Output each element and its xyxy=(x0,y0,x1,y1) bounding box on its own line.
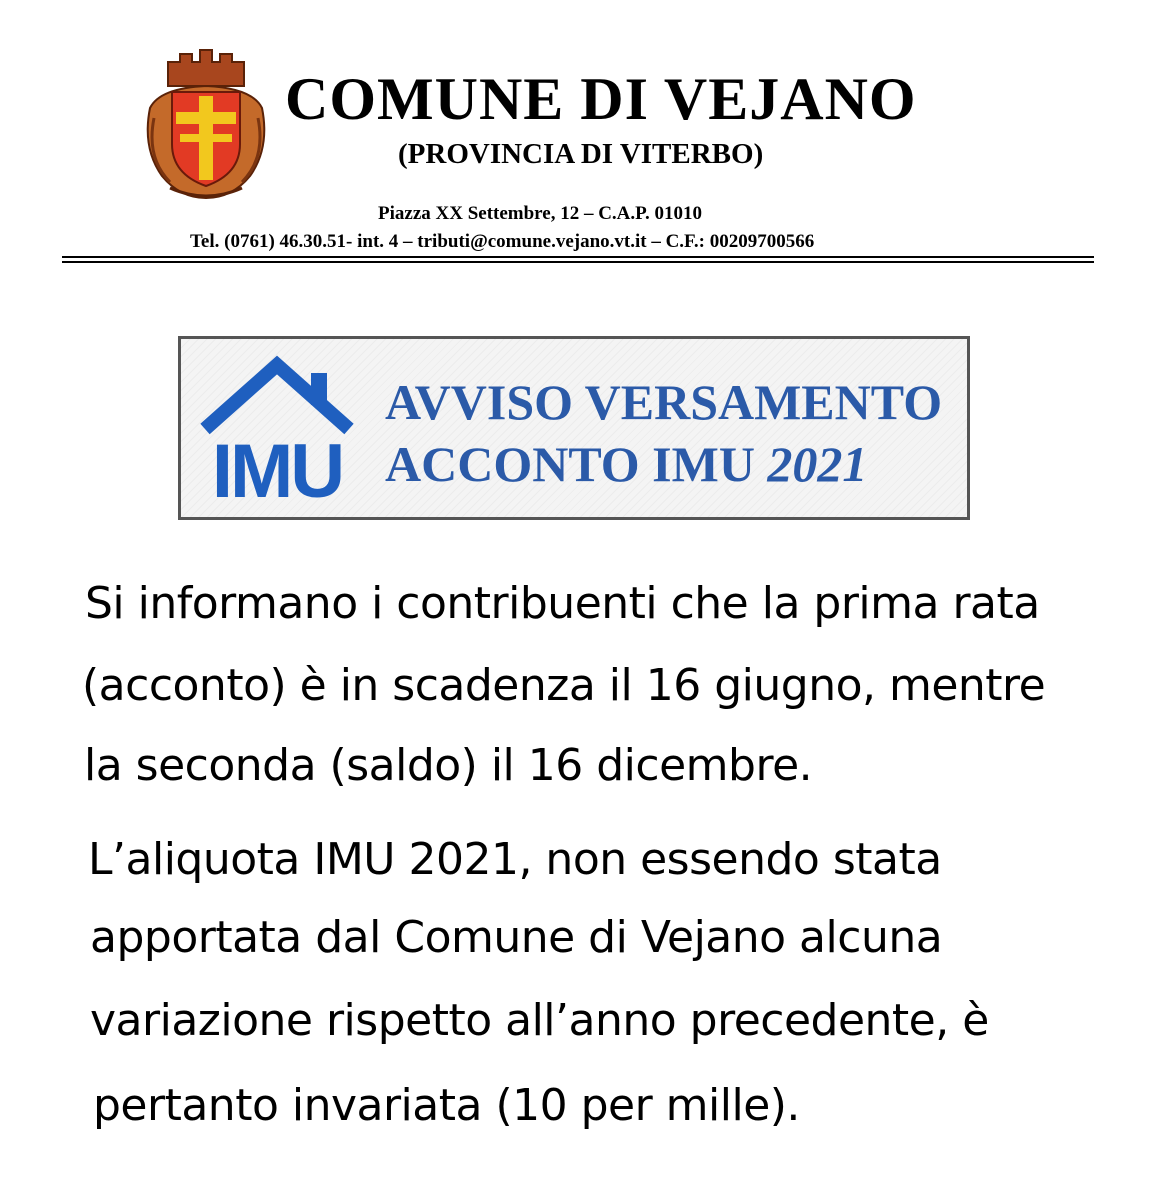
header-divider-top xyxy=(62,256,1094,258)
paragraph2-line4: pertanto invariata (10 per mille). xyxy=(93,1080,800,1131)
paragraph1-line2: (acconto) è in scadenza il 16 giugno, mentre xyxy=(82,660,1046,711)
notice-banner xyxy=(178,336,970,520)
province-name: (PROVINCIA DI VITERBO) xyxy=(398,138,764,170)
municipal-crest-icon xyxy=(140,48,272,200)
header-divider-bottom xyxy=(62,261,1094,263)
paragraph2-line1: L’aliquota IMU 2021, non essendo stata xyxy=(88,834,942,885)
paragraph2-line3: variazione rispetto all’anno precedente, è xyxy=(90,995,989,1046)
municipality-name: COMUNE DI VEJANO xyxy=(285,66,917,132)
paragraph2-line2: apportata dal Comune di Vejano alcuna xyxy=(90,912,943,963)
address-line: Piazza XX Settembre, 12 – C.A.P. 01010 xyxy=(378,203,703,224)
paragraph1-line3: la seconda (saldo) il 16 dicembre. xyxy=(84,740,813,791)
contact-line: Tel. (0761) 46.30.51- int. 4 – tributi@comune.vejano.vt.it – C.F.: 00209700566 xyxy=(190,231,815,252)
imu-logo-text: IMU xyxy=(211,429,343,507)
notice-heading-prefix: ACCONTO IMU xyxy=(385,436,768,492)
notice-heading-line1: AVVISO VERSAMENTO xyxy=(385,374,943,430)
notice-heading-line2 xyxy=(385,435,867,493)
paragraph1-line1: Si informano i contribuenti che la prima rata xyxy=(85,578,1040,629)
notice-year: 2021 xyxy=(767,436,868,492)
imu-house-logo-icon xyxy=(199,351,355,507)
